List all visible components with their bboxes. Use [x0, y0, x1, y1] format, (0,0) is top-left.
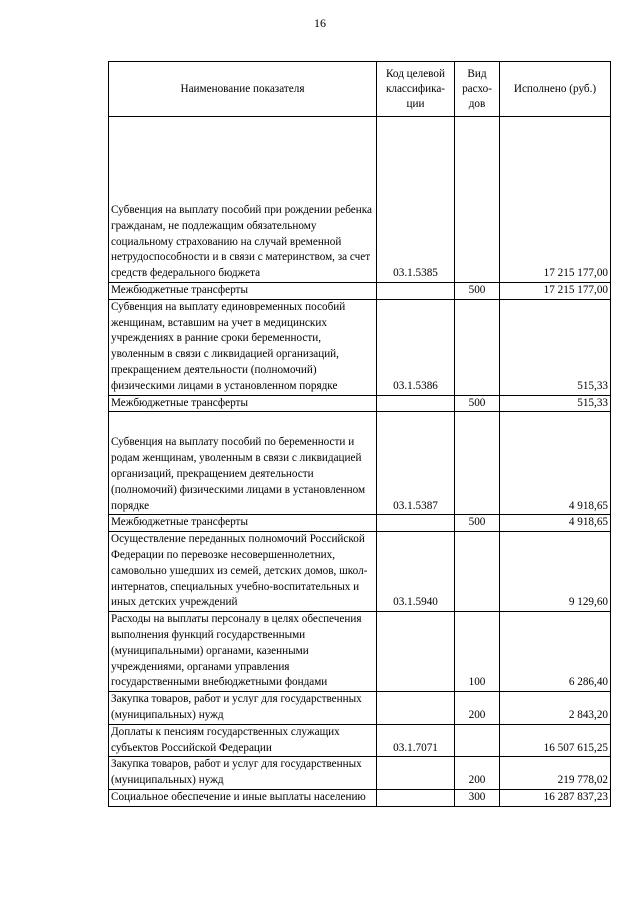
row-name: Межбюджетные трансферты — [109, 515, 377, 532]
row-amount: 6 286,40 — [500, 612, 611, 692]
row-type — [455, 532, 500, 612]
row-name: Закупка товаров, работ и услуг для государственных (муниципальных) нужд — [109, 692, 377, 725]
row-code — [377, 757, 455, 790]
table-row — [109, 789, 611, 806]
row-amount: 2 843,20 — [500, 692, 611, 725]
row-code — [377, 283, 455, 300]
row-type: 500 — [455, 395, 500, 412]
header-code: Код целевой классифика-ции — [377, 62, 455, 117]
row-type — [455, 724, 500, 757]
row-amount: 515,33 — [500, 299, 611, 395]
row-amount: 9 129,60 — [500, 532, 611, 612]
row-name: Социальное обеспечение и иные выплаты населению — [109, 789, 377, 806]
row-amount: 219 778,02 — [500, 757, 611, 790]
table-row — [109, 283, 611, 300]
row-amount: 17 215 177,00 — [500, 283, 611, 300]
table-row — [109, 299, 611, 395]
row-amount: 16 287 837,23 — [500, 789, 611, 806]
row-code: 03.1.5387 — [377, 412, 455, 515]
row-type — [455, 412, 500, 515]
row-amount: 4 918,65 — [500, 412, 611, 515]
page-number: 16 — [314, 16, 326, 30]
table-row — [109, 692, 611, 725]
table-row — [109, 612, 611, 692]
row-code: 03.1.5385 — [377, 117, 455, 283]
table-row — [109, 532, 611, 612]
row-type: 500 — [455, 515, 500, 532]
row-type: 200 — [455, 757, 500, 790]
budget-table — [108, 61, 611, 807]
row-type: 100 — [455, 612, 500, 692]
table-row — [109, 395, 611, 412]
row-type: 500 — [455, 283, 500, 300]
header-type: Вид расхо-дов — [455, 62, 500, 117]
row-code — [377, 395, 455, 412]
row-name: Расходы на выплаты персоналу в целях обеспечения выполнения функций государственными (муниципальными) органами, казенными учреждениями, органами управления государственными внебюджетными фондами — [109, 612, 377, 692]
row-code — [377, 515, 455, 532]
row-name: Межбюджетные трансферты — [109, 395, 377, 412]
table-row — [109, 724, 611, 757]
row-type: 300 — [455, 789, 500, 806]
table-row — [109, 412, 611, 515]
row-code — [377, 612, 455, 692]
table-header-row — [109, 62, 611, 117]
row-name: Субвенция на выплату единовременных пособий женщинам, вставшим на учет в медицинских учреждениях в ранние сроки беременности, уволенным в связи с ликвидацией организаций, прекращением деятельности (полномочий) физическими лицами в установленном порядке — [109, 299, 377, 395]
row-name: Межбюджетные трансферты — [109, 283, 377, 300]
row-amount: 16 507 615,25 — [500, 724, 611, 757]
row-type — [455, 117, 500, 283]
table-row — [109, 757, 611, 790]
row-name: Субвенция на выплату пособий по беременности и родам женщинам, уволенным в связи с ликвидацией организаций, прекращением деятельности (полномочий) физическими лицами в установленном порядке — [109, 412, 377, 515]
row-code — [377, 789, 455, 806]
row-code: 03.1.5940 — [377, 532, 455, 612]
header-amount: Исполнено (руб.) — [500, 62, 611, 117]
row-name: Осуществление переданных полномочий Российской Федерации по перевозке несовершеннолетних, самовольно ушедших из семей, детских домов, школ-интернатов, специальных учебно-воспитательных и иных детских учреждений — [109, 532, 377, 612]
header-name: Наименование показателя — [109, 62, 377, 117]
row-amount: 17 215 177,00 — [500, 117, 611, 283]
row-name: Субвенция на выплату пособий при рождении ребенка гражданам, не подлежащим обязательному социальному страхованию на случай временной нетрудоспособности и в связи с материнством, за счет средств федерального бюджета — [109, 117, 377, 283]
row-name: Доплаты к пенсиям государственных служащих субъектов Российской Федерации — [109, 724, 377, 757]
table-row — [109, 515, 611, 532]
row-type — [455, 299, 500, 395]
row-code: 03.1.7071 — [377, 724, 455, 757]
row-code — [377, 692, 455, 725]
row-type: 200 — [455, 692, 500, 725]
row-amount: 4 918,65 — [500, 515, 611, 532]
table-row — [109, 117, 611, 283]
row-name: Закупка товаров, работ и услуг для государственных (муниципальных) нужд — [109, 757, 377, 790]
row-amount: 515,33 — [500, 395, 611, 412]
row-code: 03.1.5386 — [377, 299, 455, 395]
